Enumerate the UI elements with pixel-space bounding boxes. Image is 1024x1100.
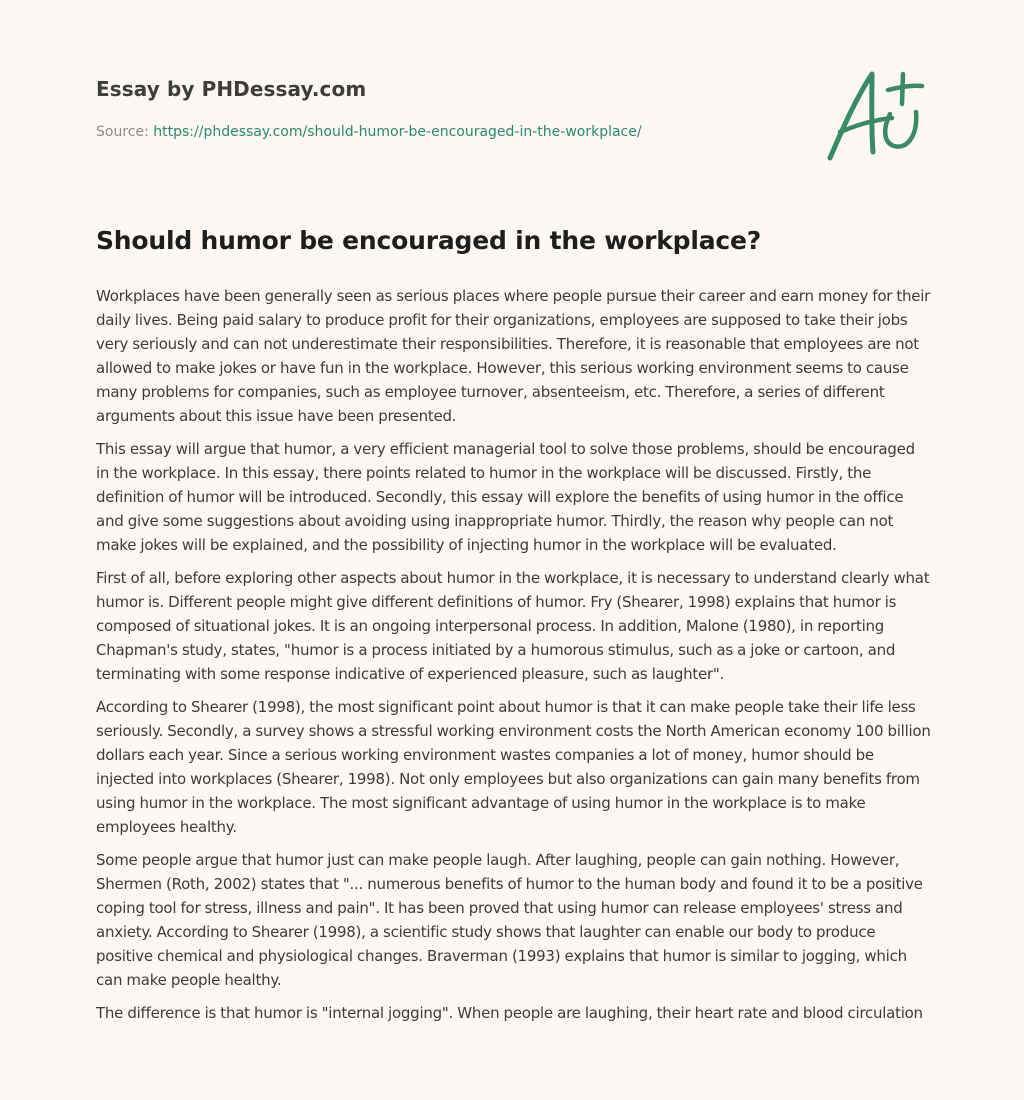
source-line [96,124,642,140]
essay-paragraph: First of all, before exploring other aspects about humor in the workplace, it is necessary to understand clearly what humor is. Different people might give different definitions of humor. Fry (Shearer, 1998) explains that humor is composed of situational jokes. It is an ongoing interpersonal process. In addition, Malone (1980), in reporting Chapman's study, states, "humor is a process initiated by a humorous stimulus, such as a joke or cartoon, and terminating with some response indicative of experienced pleasure, such as laughter". [96,569,930,683]
essay-paragraph: Some people argue that humor just can make people laugh. After laughing, people can gain nothing. However, Shermen (Roth, 2002) states that "... numerous benefits of humor to the human body and found it to be a positive coping tool for stress, illness and pain". It has been proved that using humor can release employees' stress and anxiety. According to Shearer (1998), a scientific study shows that laughter can enable our body to produce positive chemical and physiological changes. Braverman (1993) explains that humor is similar to jogging, which can make people healthy. [96,851,923,989]
essay-paragraph: The difference is that humor is "internal jogging". When people are laughing, their heart rate and blood circulation [96,1004,923,1022]
essay-title: Should humor be encouraged in the workplace? [96,226,762,255]
source-link[interactable]: https://phdessay.com/should-humor-be-encouraged-in-the-workplace/ [153,124,642,140]
essay-paragraph: According to Shearer (1998), the most significant point about humor is that it can make people take their life less seriously. Secondly, a survey shows a stressful working environment costs the North American economy 100 billion dollars each year. Since a serious working environment wastes companies a lot of money, humor should be injected into workplaces (Shearer, 1998). Not only employees but also organizations can gain many benefits from using humor in the workplace. The most significant advantage of using humor in the workplace is to make employees healthy. [96,698,931,836]
a-plus-logo-icon [822,68,928,164]
brand-title: Essay by PHDessay.com [96,77,367,101]
essay-paragraph: This essay will argue that humor, a very efficient managerial tool to solve those problems, should be encouraged in the workplace. In this essay, there points related to humor in the workplace will be discussed. Firstly, the definition of humor will be introduced. Secondly, this essay will explore the benefits of using humor in the office and give some suggestions about avoiding using inappropriate humor. Thirdly, the reason why people can not make jokes will be explained, and the possibility of injecting humor in the workplace will be evaluated. [96,440,915,554]
essay-paragraph: Workplaces have been generally seen as serious places where people pursue their career and earn money for their daily lives. Being paid salary to produce profit for their organizations, employees are supposed to take their jobs very seriously and can not underestimate their responsibilities. Therefore, it is reasonable that employees are not allowed to make jokes or have fun in the workplace. However, this serious working environment seems to cause many problems for companies, such as employee turnover, absenteeism, etc. Therefore, a series of different arguments about this issue have been presented. [96,287,931,425]
source-label: Source: [96,124,149,140]
essay-body [96,284,932,1034]
